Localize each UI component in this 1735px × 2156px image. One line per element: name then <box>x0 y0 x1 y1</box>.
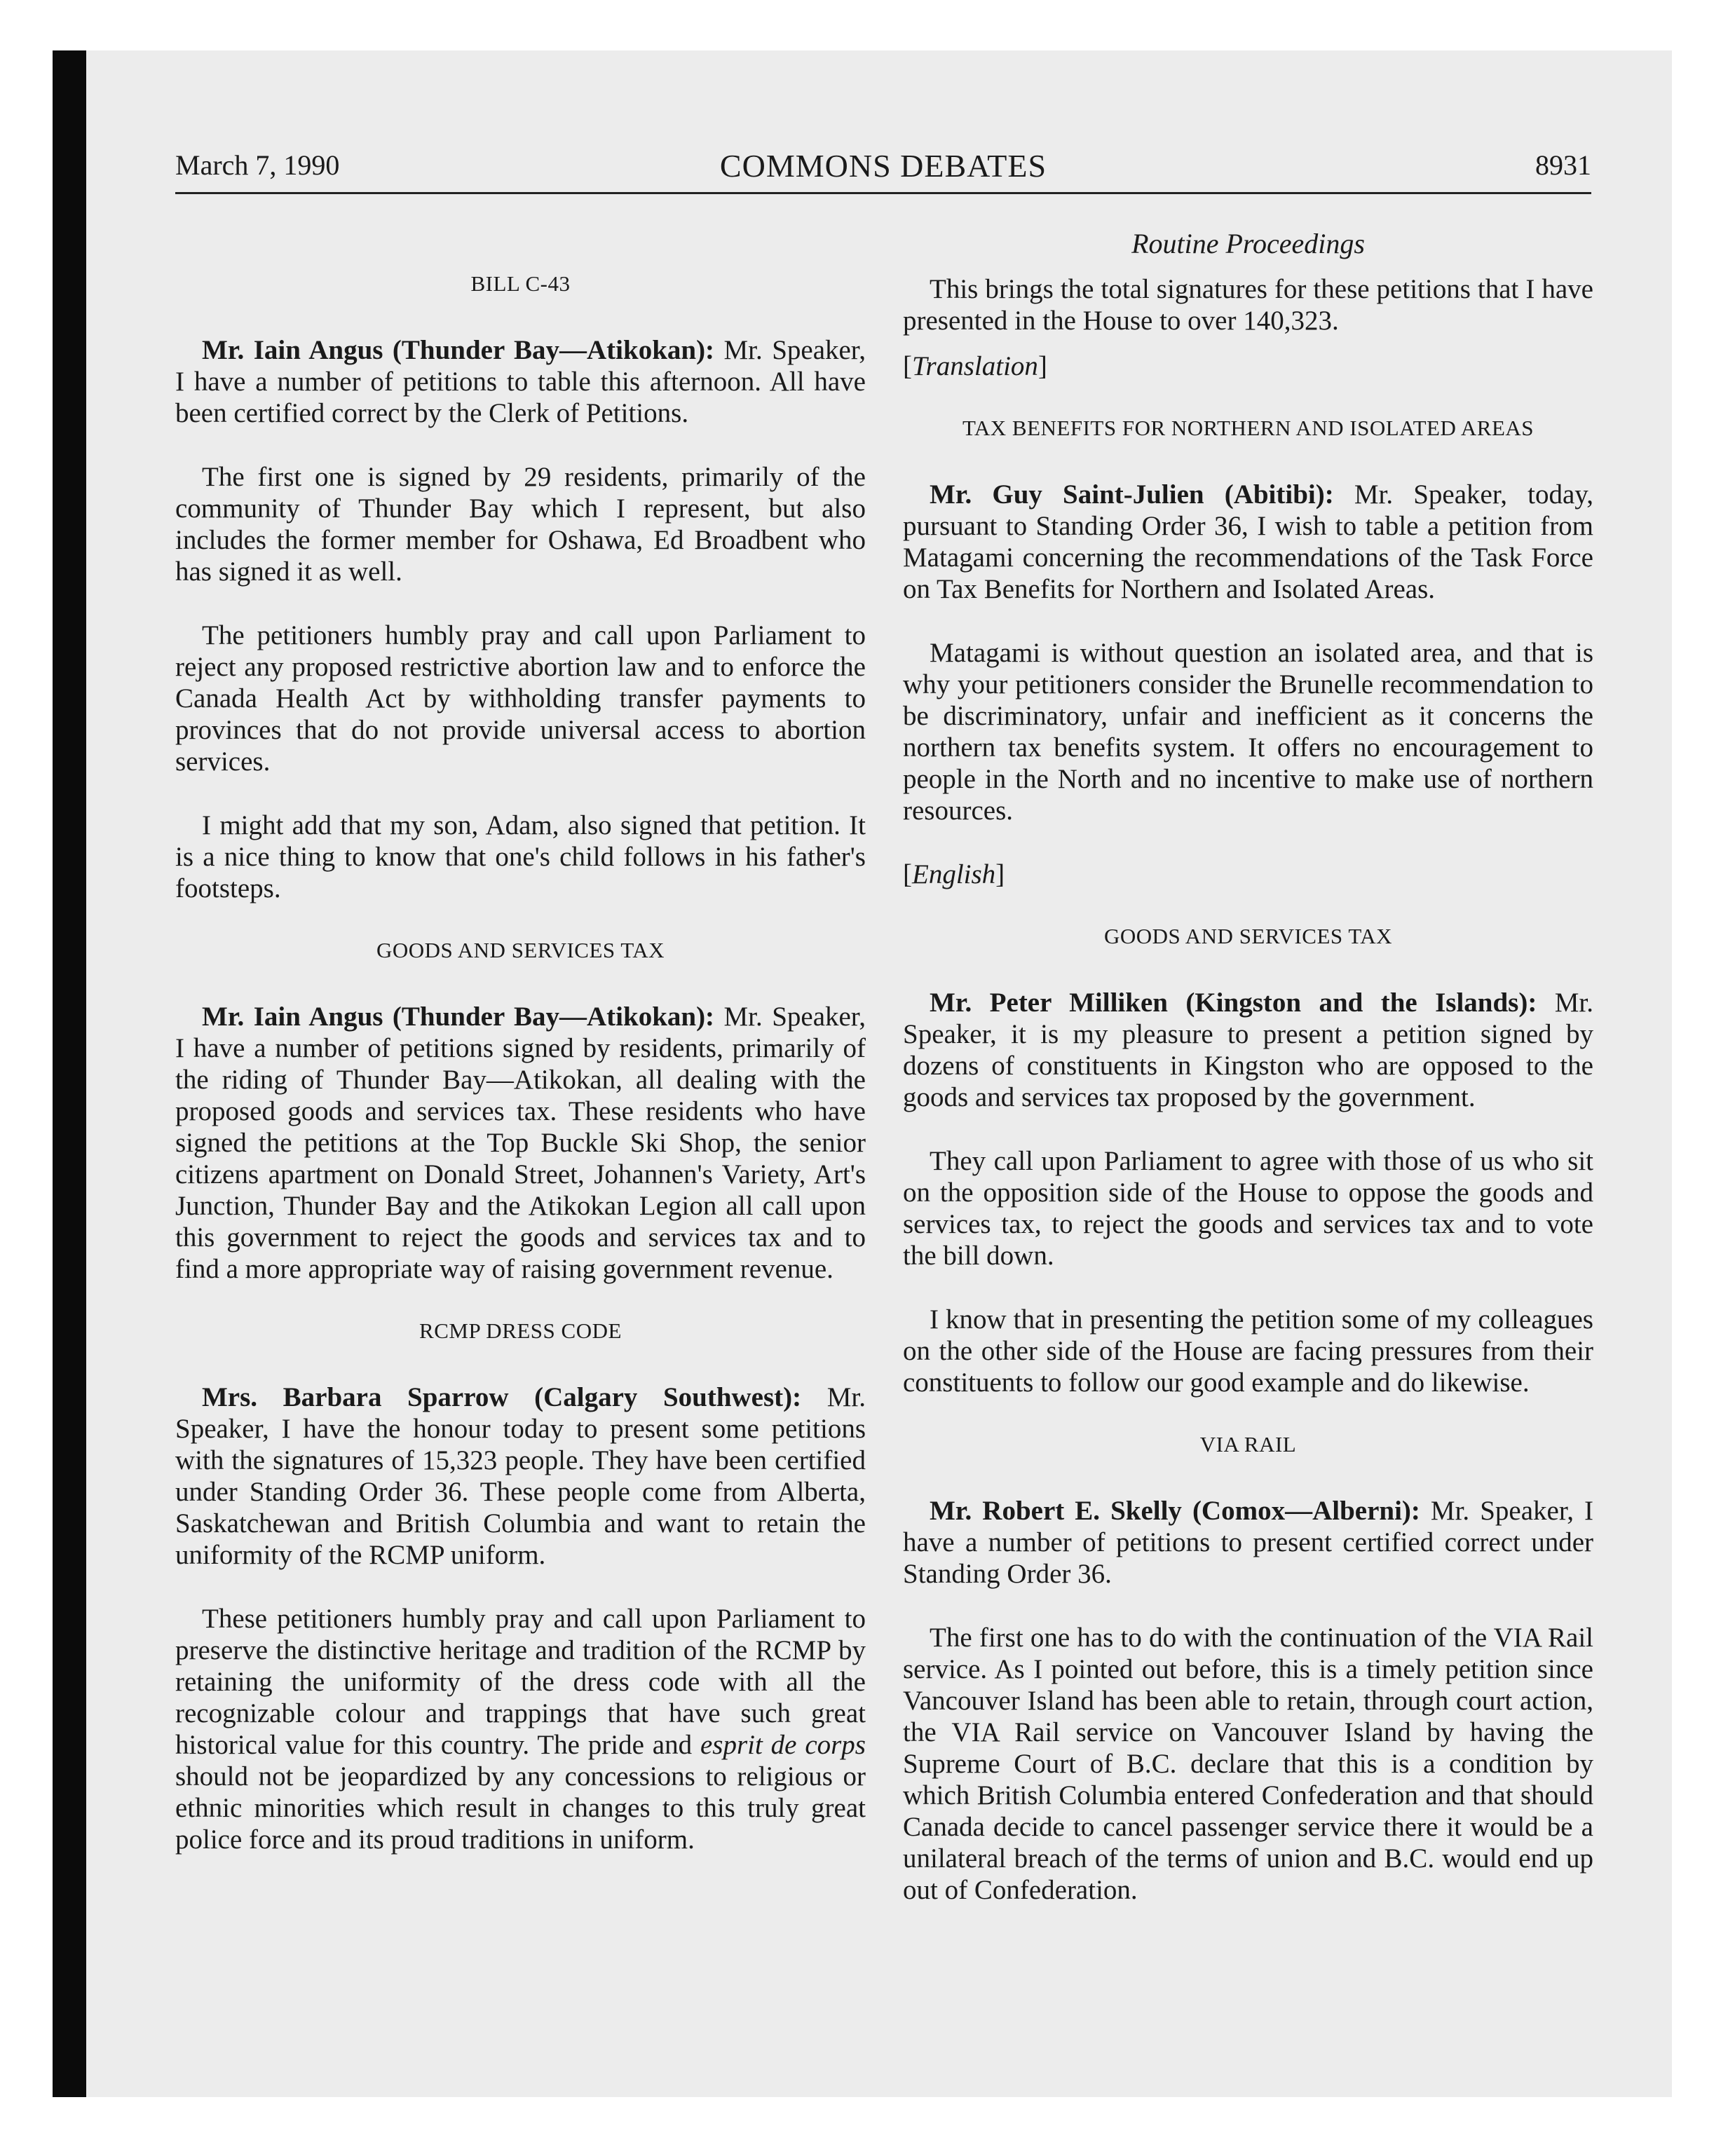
paragraph: Mr. Guy Saint-Julien (Abitibi): Mr. Speaker, today, pursuant to Standing Order 36, I wish to table a petition from Matagami concerning the recommendations of the Task Force on Tax Benefits for Northern and Isolated Areas. <box>903 479 1593 604</box>
speaker-name: Mr. Iain Angus (Thunder Bay—Atikokan): <box>202 1002 715 1032</box>
section-heading-gst: GOODS AND SERVICES TAX <box>1103 924 1393 948</box>
running-head: Routine Proceedings <box>1131 228 1365 259</box>
paragraph: The first one has to do with the continuation of the VIA Rail service. As I pointed out before, this is a timely petition since Vancouver Island has been able to retain, through court action, the VIA Rail service on Vancouver Island by having the Supreme Court of B.C. declare that this is a condition by which British Columbia entered Confederation and that should Canada decide to cancel passenger service there it would be a unilateral breach of the terms of union and B.C. would end up out of Confederation. <box>903 1623 1593 1905</box>
speaker-name: Mr. Peter Milliken (Kingston and the Islands): <box>930 988 1537 1018</box>
paragraph: Mr. Iain Angus (Thunder Bay—Atikokan): Mr. Speaker, I have a number of petitions signed by residents, primarily of the riding of Thunder Bay—Atikokan, all dealing with the proposed goods and services tax. These residents who have signed the petitions at the Top Buckle Ski Shop, the senior citizens apartment on Donald Street, Johannen's Variety, Art's Junction, Thunder Bay and the Atikokan Legion all call upon this government to reject the goods and services tax and to find a more appropriate way of raising government revenue. <box>175 1002 866 1284</box>
section-heading-via-rail: VIA RAIL <box>1199 1432 1297 1456</box>
header-page-number: 8931 <box>1535 149 1591 181</box>
left-column <box>175 228 866 1888</box>
header-title: COMMONS DEBATES <box>719 148 1047 184</box>
scan-edge-bar <box>53 50 86 2097</box>
paragraph: Mr. Iain Angus (Thunder Bay—Atikokan): Mr. Speaker, I have a number of petitions to table this afternoon. All have been certified correct by the Clerk of Petitions. <box>175 335 866 428</box>
speaker-name: Mr. Robert E. Skelly (Comox—Alberni): <box>930 1496 1420 1526</box>
paragraph: This brings the total signatures for these petitions that I have presented in the House to over 140,323. <box>903 274 1593 336</box>
page-header <box>175 146 1591 194</box>
section-heading-rcmp: RCMP DRESS CODE <box>419 1318 622 1343</box>
header-date: March 7, 1990 <box>175 149 340 181</box>
paragraph: Mr. Peter Milliken (Kingston and the Islands): Mr. Speaker, it is my pleasure to present a petition signed by dozens of constituents in Kingston who are opposed to the goods and services tax proposed by the government. <box>903 988 1594 1112</box>
speaker-name: Mr. Iain Angus (Thunder Bay—Atikokan): <box>202 335 715 365</box>
paragraph: Mr. Robert E. Skelly (Comox—Alberni): Mr. Speaker, I have a number of petitions to present certified correct under Standing Order 36. <box>903 1496 1594 1589</box>
language-marker: [English] <box>903 859 1005 889</box>
paragraph: Matagami is without question an isolated area, and that is why your petitioners consider the Brunelle recommendation to be discriminatory, unfair and inefficient as it concerns the northern tax benefits system. It offers no encouragement to people in the North and no incentive to make use of northern resources. <box>903 638 1593 826</box>
paragraph: The first one is signed by 29 residents, primarily of the community of Thunder Bay which I represent, but also includes the former member for Oshawa, Ed Broadbent who has signed it as well. <box>175 462 866 587</box>
paragraph: The petitioners humbly pray and call upon Parliament to reject any proposed restrictive abortion law and to enforce the Canada Health Act by withholding transfer payments to provinces that do not provide universal access to abortion services. <box>175 620 866 777</box>
paragraph: They call upon Parliament to agree with those of us who sit on the opposition side of the House to oppose the goods and services tax, to reject the goods and services tax and to vote the bill down. <box>903 1146 1593 1271</box>
section-heading-gst: GOODS AND SERVICES TAX <box>376 938 665 962</box>
emphasis: esprit de corps <box>700 1730 866 1760</box>
language-marker: [Translation] <box>903 351 1047 381</box>
right-column <box>903 228 1593 1938</box>
section-heading-bill-c43: BILL C-43 <box>470 271 571 296</box>
paragraph: I might add that my son, Adam, also signed that petition. It is a nice thing to know that one's child follows in his father's footsteps. <box>175 810 866 903</box>
speaker-name: Mrs. Barbara Sparrow (Calgary Southwest): <box>202 1382 802 1412</box>
paragraph: I know that in presenting the petition some of my colleagues on the other side of the House are facing pressures from their constituents to follow our good example and do likewise. <box>903 1304 1593 1398</box>
section-heading-tax-benefits: TAX BENEFITS FOR NORTHERN AND ISOLATED AREAS <box>962 416 1535 440</box>
paragraph: Mrs. Barbara Sparrow (Calgary Southwest): Mr. Speaker, I have the honour today to present some petitions with the signatures of 15,323 people. They have been certified under Standing Order 36. These people come from Alberta, Saskatchewan and British Columbia and want to retain the uniformity of the RCMP uniform. <box>175 1382 866 1570</box>
paragraph: These petitioners humbly pray and call upon Parliament to preserve the distinctive heritage and tradition of the RCMP by retaining the uniformity of the dress code with all the recognizable colour and trappings that have such great historical value for this country. The pride and esprit de corps should not be jeopardized by any concessions to religious or ethnic minorities which result in changes to this truly great police force and its proud traditions in uniform. <box>175 1604 866 1855</box>
speaker-name: Mr. Guy Saint-Julien (Abitibi): <box>930 479 1334 510</box>
